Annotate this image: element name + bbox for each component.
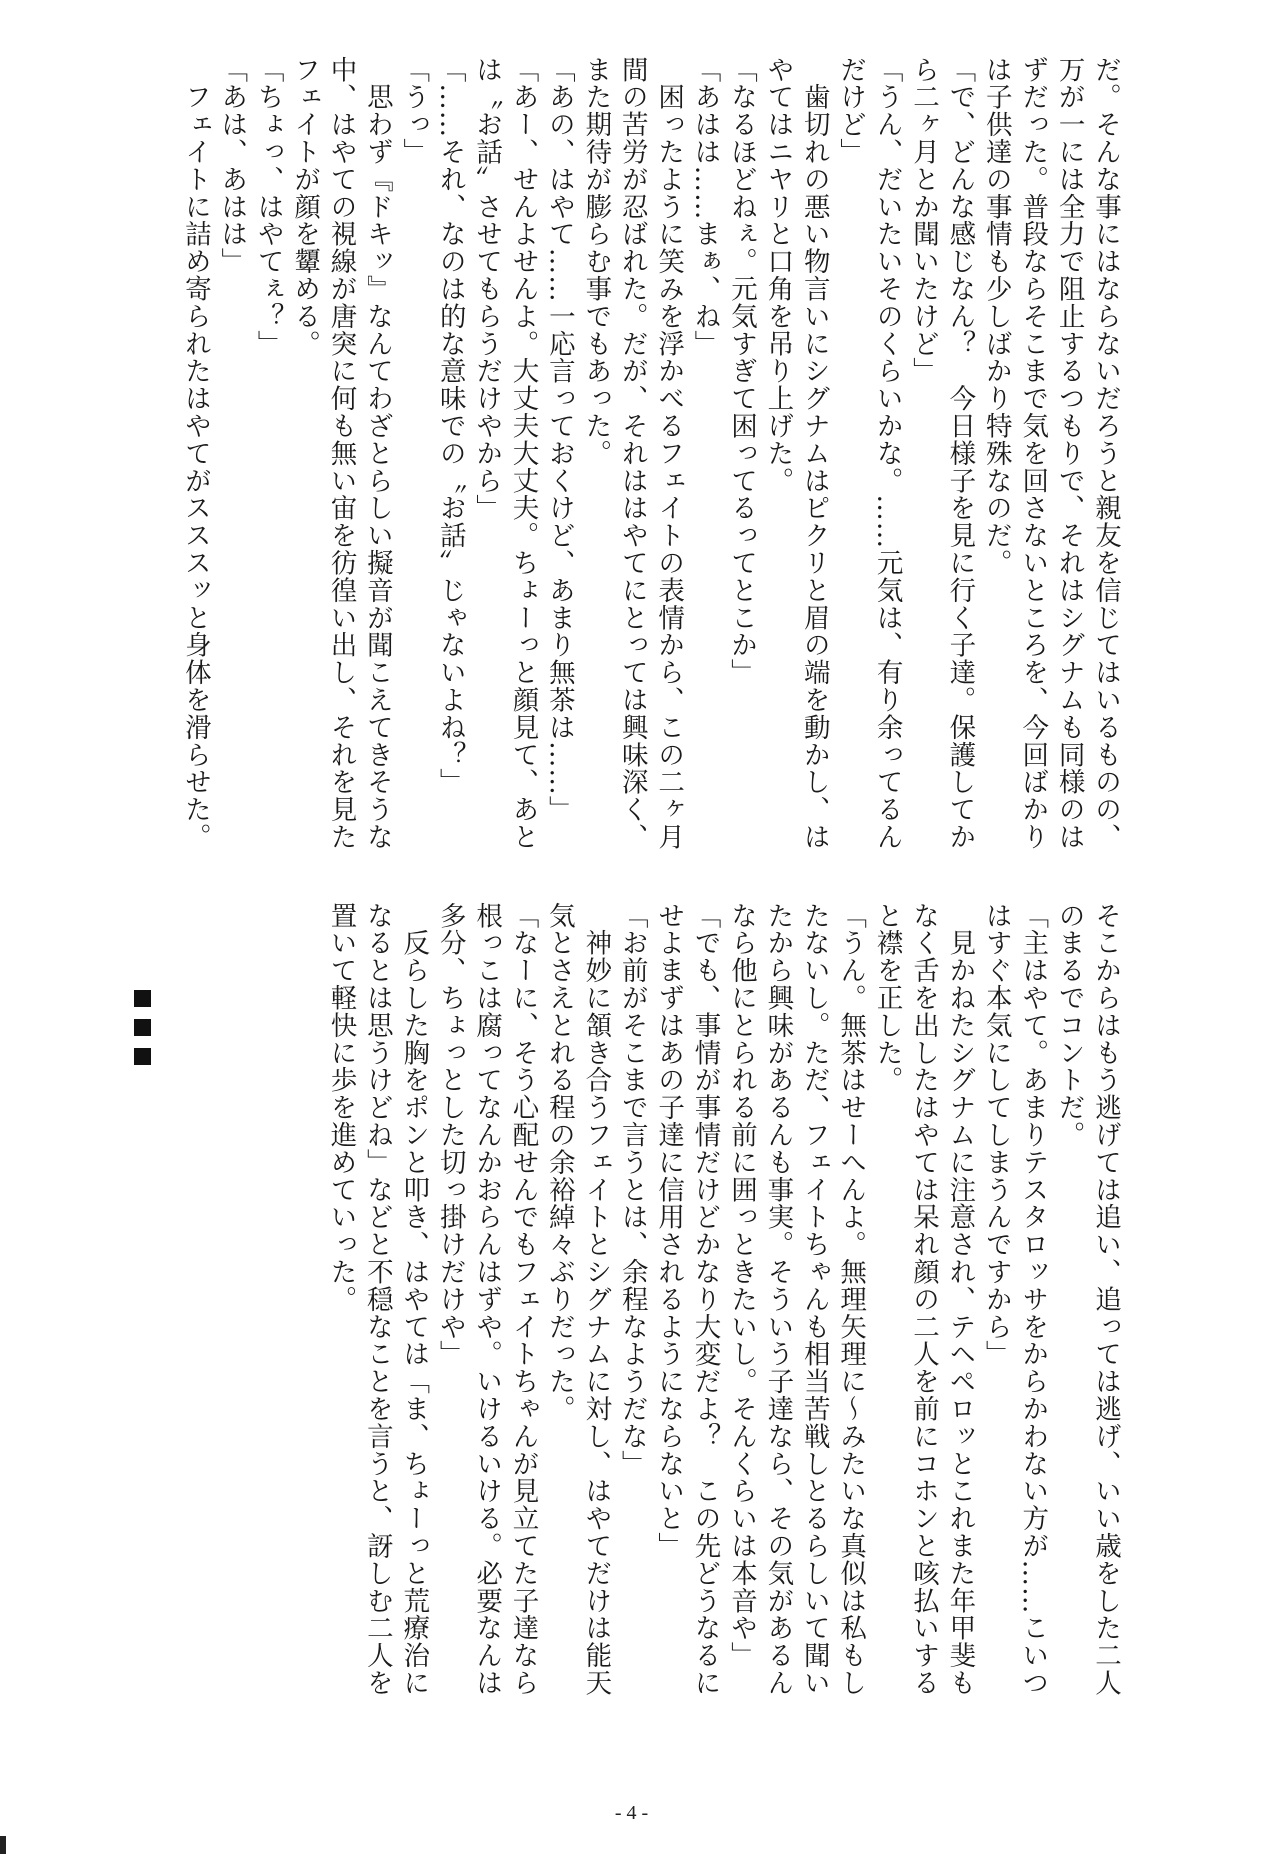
text-line: 万が一には全力で阻止するつもりで、それはシグナムも同様のは [1053,56,1085,851]
text-line: 神妙に頷き合うフェイトとシグナムに対し、はやてだけは能天 [580,902,612,1697]
text-line: 「うっ」 [398,56,430,166]
text-line: たから興味があるんも事実。そういう子達なら、その気があるん [762,902,794,1697]
text-line: 「うん。無茶はせーへんよ。無理矢理に〜みたいな真似は私もし [835,902,867,1697]
text-line: 間の苦労が忍ばれた。だが、それははやてにとっては興味深く、 [616,56,648,851]
text-line: なく舌を出したはやては呆れ顔の二人を前にコホンと咳払いする [907,902,939,1697]
text-line: はすぐ本気にしてしまうんですから」 [980,902,1012,1368]
text-line: 「あー、せんよせんよ。大丈夫大丈夫。ちょーっと顔見て、あと [507,56,539,851]
text-line: ずだった。普段ならそこまで気を回さないところを、今回ばかり [1017,56,1049,851]
text-line: 気とさえとれる程の余裕綽々ぶりだった。 [543,902,575,1423]
text-line: 見かねたシグナムに注意され、テヘペロッとこれまた年甲斐も [944,902,976,1697]
text-line: 「で、どんな感じなん？ 今日様子を見に行く子達。保護してか [944,56,976,851]
text-line: たないし。ただ、フェイトちゃんも相当苦戦しとるらしいて聞い [798,902,830,1697]
text-line: は〝お話〟させてもらうだけやから」 [471,56,503,522]
text-line: 歯切れの悪い物言いにシグナムはピクリと眉の端を動かし、は [798,56,830,851]
text-line: 置いて軽快に歩を進めていった。 [325,902,357,1313]
text-line: は子供達の事情も少しばかり特殊なのだ。 [980,56,1012,577]
text-line: 「あは、あはは」 [216,56,248,276]
text-line: 反らした胸をポンと叩き、はやては「ま、ちょーっと荒療治に [398,902,430,1697]
text-line: のまるでコントだ。 [1053,902,1085,1149]
text-line: ら二ヶ月とか聞いたけど」 [907,56,939,385]
text-line: 「なーに、そう心配せんでもフェイトちゃんが見立てた子達なら [507,902,539,1697]
text-line: 根っこは腐ってなんかおらんはずや。いけるいける。必要なんは [471,902,503,1697]
text-line: 多分、ちょっとした切っ掛けだけや」 [434,902,466,1368]
text-line: 「主はやて。あまりテスタロッサをからかわない方が……こいつ [1017,902,1049,1697]
text-line: 「ちょっ、はやてぇ？」 [252,56,284,358]
lower-text-block [322,902,1123,1697]
text-line: やてはニヤリと口角を吊り上げた。 [762,56,794,495]
text-line: そこからはもう逃げては追い、追っては逃げ、いい歳をした二人 [1090,902,1121,1697]
text-line: 中、はやての視線が唐突に何も無い宙を彷徨い出し、それを見た [325,56,357,851]
text-line: 「でも、事情が事情だけどかなり大変だよ？ この先どうなるに [689,902,721,1697]
corner-registration-mark [0,1836,6,1854]
text-line: フェイトが顔を顰める。 [289,56,321,358]
text-line: 困ったように笑みを浮かべるフェイトの表情から、この二ヶ月 [653,56,685,851]
text-line: だ。そんな事にはならないだろうと親友を信じてはいるものの、 [1090,56,1121,851]
text-line: なら他にとられる前に囲っときたいし。そんくらいは本音や」 [725,902,757,1670]
text-line: また期待が膨らむ事でもあった。 [580,56,612,467]
section-mark [134,1048,151,1065]
text-line: 「あはは……まぁ、ね」 [689,56,721,358]
text-line: 「なるほどねぇ。元気すぎて困ってるってとこか」 [725,56,757,687]
text-line: せよまずはあの子達に信用されるようにならないと」 [653,902,685,1560]
text-line: 「……それ、なのは的な意味での〝お話〟じゃないよね？」 [434,56,466,796]
text-line: だけど」 [835,56,867,166]
text-line: 「うん、だいたいそのくらいかな。……元気は、有り余ってるん [871,56,903,851]
text-line: 思わず『ドキッ』なんてわざとらしい擬音が聞こえてきそうな [361,56,393,851]
section-mark [134,990,151,1007]
page-number: - 4 - [614,1802,649,1824]
text-line: なるとは思うけどね」などと不穏なことを言うと、訝しむ二人を [361,902,393,1697]
text-line: 「あの、はやて……一応言っておくけど、あまり無茶は……」 [543,56,575,824]
upper-text-block [176,56,1123,856]
section-mark [134,1019,151,1036]
text-line: 「お前がそこまで言うとは、余程なようだな」 [616,902,648,1478]
text-line: フェイトに詰め寄られたはやてがスススッと身体を滑らせた。 [179,56,211,851]
text-line: と襟を正した。 [871,902,903,1094]
section-break-marks [134,990,152,1077]
